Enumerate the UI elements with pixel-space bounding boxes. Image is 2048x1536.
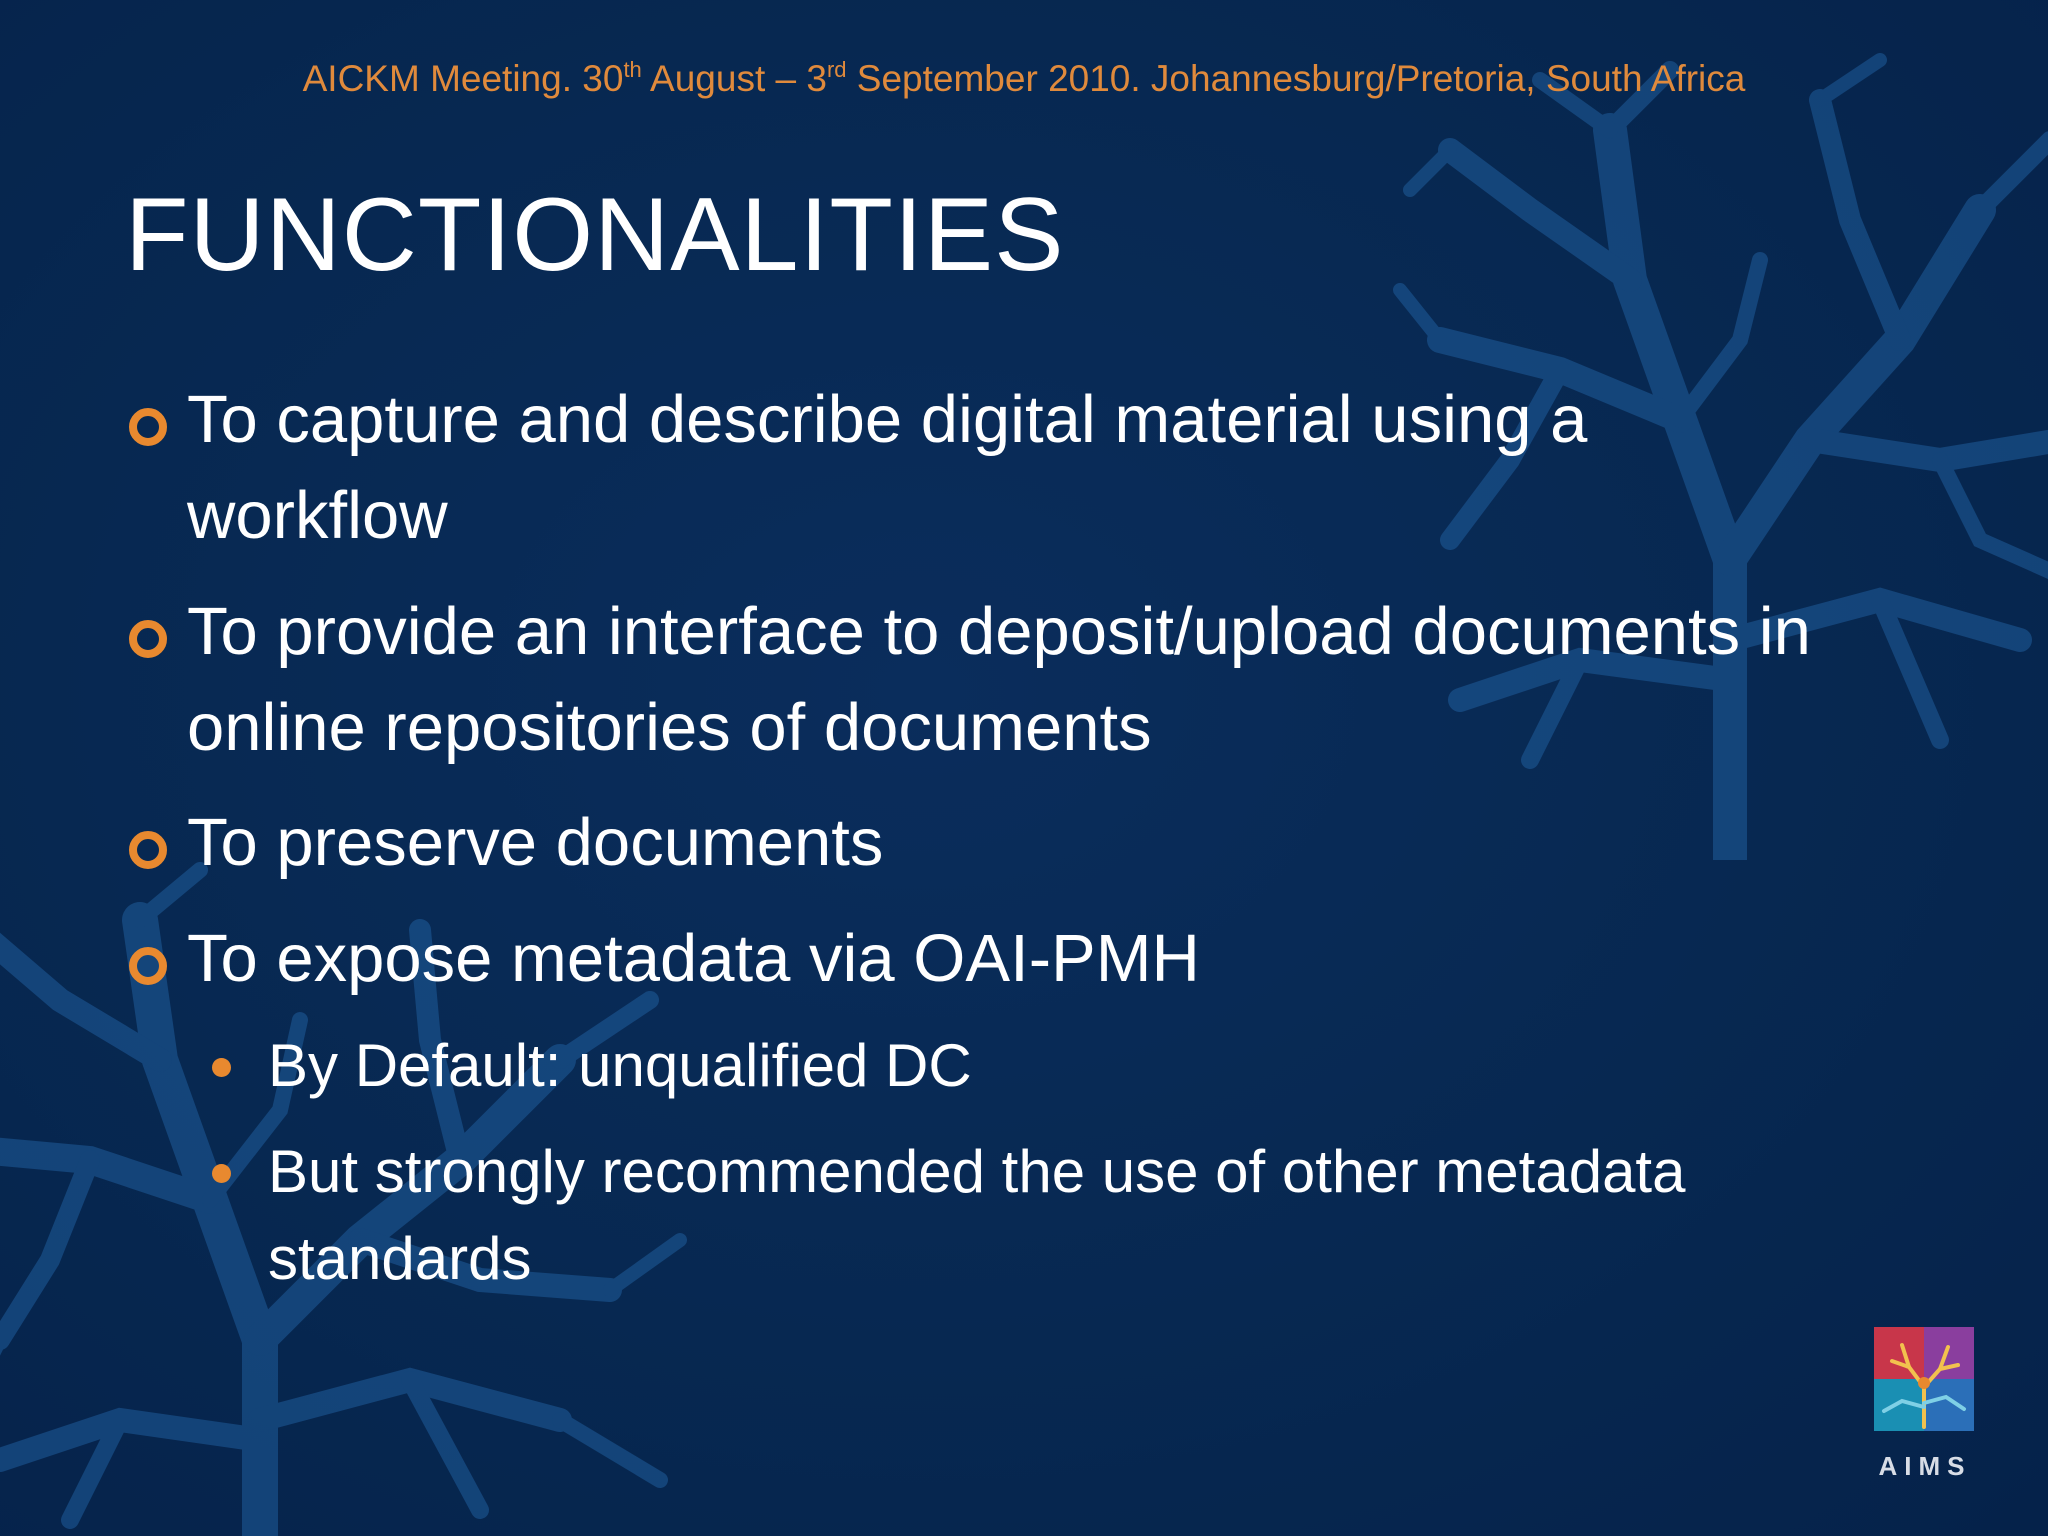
sub-bullet-item xyxy=(208,1022,1848,1109)
header-prefix: AICKM Meeting. 30 xyxy=(302,58,624,99)
bullet-text: To preserve documents xyxy=(187,805,884,880)
orange-dot-bullet-icon xyxy=(212,1164,231,1183)
header-suffix: September 2010. Johannesburg/Pretoria, South Africa xyxy=(846,58,1746,99)
orange-dot-bullet-icon xyxy=(212,1058,231,1077)
bullet-item xyxy=(125,372,1845,564)
aims-logo-text: AIMS xyxy=(1878,1451,1972,1481)
sub-bullet-text: But strongly recommended the use of other metadata standards xyxy=(268,1138,1686,1292)
aims-logo xyxy=(1870,1327,1980,1487)
header-middle: August – 3 xyxy=(641,58,827,99)
sub-bullet-item xyxy=(208,1128,1848,1302)
bullet-text: To capture and describe digital material using a workflow xyxy=(187,382,1588,553)
orange-ring-bullet-icon xyxy=(129,408,167,446)
orange-ring-bullet-icon xyxy=(129,620,167,658)
bullet-item xyxy=(125,584,1845,776)
header-ordinal-2: rd xyxy=(826,57,847,82)
sub-bullet-text: By Default: unqualified DC xyxy=(268,1032,972,1099)
meeting-header xyxy=(0,58,2048,100)
orange-ring-bullet-icon xyxy=(129,947,167,985)
bullet-item xyxy=(125,911,1845,1007)
header-ordinal-1: th xyxy=(623,57,642,82)
bullet-text: To provide an interface to deposit/upload documents in online repositories of documents xyxy=(187,594,1811,765)
bullet-text: To expose metadata via OAI-PMH xyxy=(187,921,1200,996)
slide-title: FUNCTIONALITIES xyxy=(125,177,1065,293)
bullet-item xyxy=(125,795,1845,891)
aims-coral-logo-icon xyxy=(1874,1327,1974,1431)
orange-ring-bullet-icon xyxy=(129,831,167,869)
